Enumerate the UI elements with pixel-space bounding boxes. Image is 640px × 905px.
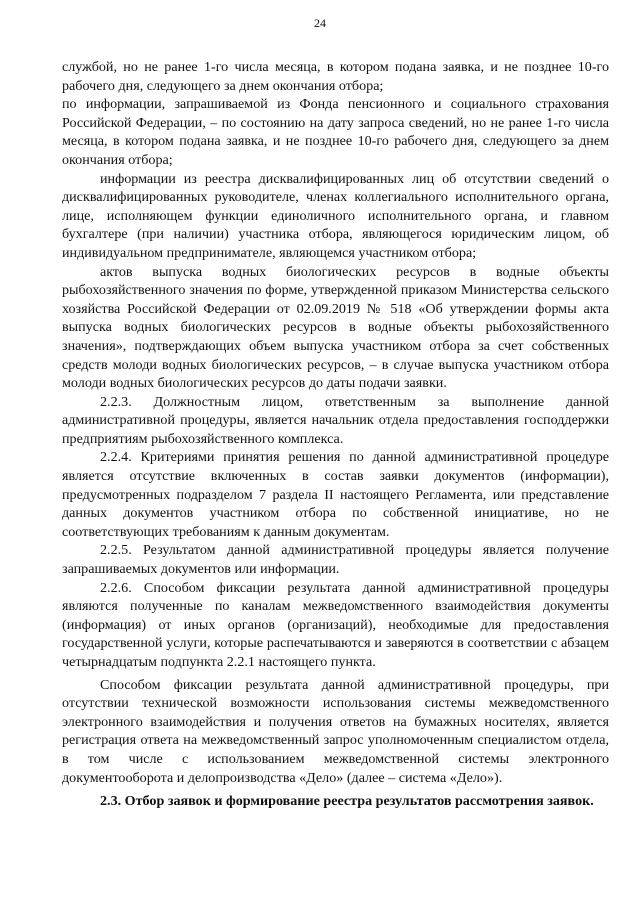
paragraph-continuation: службой, но не ранее 1-го числа месяца, в котором подана заявка, и не позднее 10-го рабочего дня, следующего за днем окончания отбора;	[62, 59, 609, 94]
page-number: 24	[314, 16, 326, 30]
paragraph-2-2-5: 2.2.5. Результатом данной административной процедуры является получение запрашиваемых документов или информации.	[62, 542, 609, 578]
paragraph-fixation-method: Способом фиксации результата данной административной процедуры, при отсутствии технической возможности использования системы межведомственного электронного взаимодействия и получения ответов на бумажных носителях, является регистрация ответа на межведомственный запрос уполномоченным специалистом отдела, в том числе с использованием межведомственной системы электронного документооборота и делопроизводства «Дело» (далее – система «Дело»).	[62, 676, 609, 786]
paragraph-2-2-6: 2.2.6. Способом фиксации результата данной административной процедуры являются полученные по каналам межведомственного взаимодействия документы (информация) от иных органов (организаций), необходимые для предоставления государственной услуги, которые распечатываются и заверяются в соответствии с абзацем четырнадцатым подпункта 2.2.1 настоящего пункта.	[62, 579, 609, 670]
document-body	[62, 58, 609, 787]
paragraph-release-acts: актов выпуска водных биологических ресурсов в водные объекты рыбохозяйственного значения по форме, утвержденной приказом Министерства сельского хозяйства Российской Федерации от 02.09.2019 № 518 «Об утверждении формы акта выпуска водных биологических ресурсов в водные объекты рыбохозяйственного значения», подтверждающих объем выпуска участником отбора за счет собственных средств молоди водных биологических ресурсов, – в случае выпуска участником отбора молоди водных биологических ресурсов до даты подачи заявки.	[62, 263, 609, 392]
paragraph-disqualified-registry: информации из реестра дисквалифицированных лиц об отсутствии сведений о дисквалифицированных руководителе, членах коллегиального исполнительного органа, лице, исполняющем функции единоличного исполнительного органа, и главном бухгалтере (при наличии) участника отбора, являющегося юридическим лицом, об индивидуальном предпринимателе, являющемся участником отбора;	[62, 170, 609, 261]
paragraph-pension-fund: по информации, запрашиваемой из Фонда пенсионного и социального страхования Российской Федерации, – по состоянию на дату запроса сведений, но не ранее 1-го числа месяца, в котором подана заявка, и не позднее 10-го рабочего дня, следующего за днем окончания отбора;	[62, 96, 609, 168]
paragraph-2-2-4: 2.2.4. Критериями принятия решения по данной административной процедуре является отсутствие включенных в состав заявки документов (информации), предусмотренных подразделом 7 раздела II настоящего Регламента, или представление данных документов участником отбора по собственной инициативе, но не соответствующих требованиям к данным документам.	[62, 449, 609, 540]
paragraph-2-2-3: 2.2.3. Должностным лицом, ответственным за выполнение данной административной процедуры, является начальник отдела предоставления господдержки предприятиям рыбохозяйственного комплекса.	[62, 393, 609, 447]
section-heading-2-3: 2.3. Отбор заявок и формирование реестра результатов рассмотрения заявок.	[100, 793, 594, 809]
